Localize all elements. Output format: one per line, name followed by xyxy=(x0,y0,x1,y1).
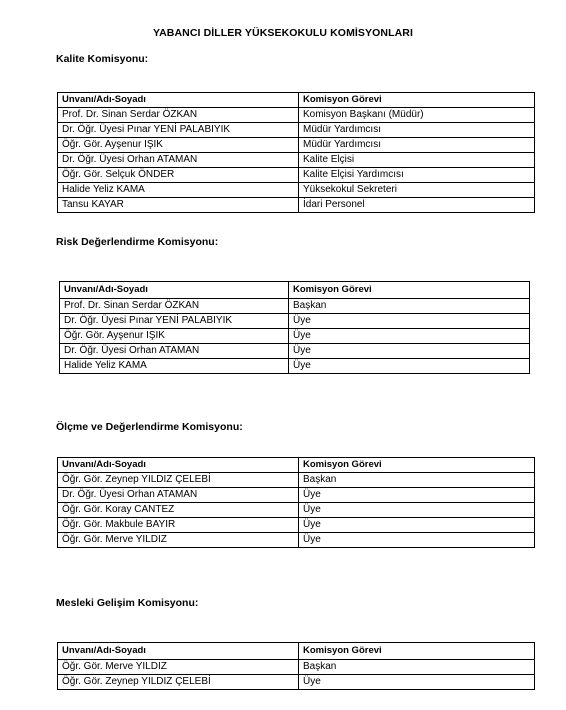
table-row xyxy=(60,344,530,359)
member-role: Başkan xyxy=(299,660,535,675)
table-row xyxy=(58,138,535,153)
member-name: Öğr. Gör. Koray CANTEZ xyxy=(58,503,299,518)
table-header-row xyxy=(60,282,530,299)
member-name: Dr. Öğr. Üyesi Orhan ATAMAN xyxy=(58,488,299,503)
member-role: Üye xyxy=(299,518,535,533)
table-row xyxy=(58,168,535,183)
table-row xyxy=(58,153,535,168)
member-name: Öğr. Gör. Merve YILDIZ xyxy=(58,533,299,548)
risk-committee-table xyxy=(59,281,530,374)
table-row xyxy=(58,518,535,533)
table-row xyxy=(60,314,530,329)
table-row xyxy=(58,473,535,488)
member-role: Üye xyxy=(299,533,535,548)
table-row xyxy=(58,108,535,123)
table-row xyxy=(58,198,535,213)
mesleki-committee-table xyxy=(57,642,535,690)
member-role: Kalite Elçisi xyxy=(299,153,535,168)
section-title-risk: Risk Değerlendirme Komisyonu: xyxy=(56,236,219,248)
member-role: Yüksekokul Sekreteri xyxy=(299,183,535,198)
member-name: Dr. Öğr. Üyesi Orhan ATAMAN xyxy=(58,153,299,168)
member-role: Komisyon Başkanı (Müdür) xyxy=(299,108,535,123)
member-role: Üye xyxy=(289,344,530,359)
table-row xyxy=(58,533,535,548)
header-role: Komisyon Görevi xyxy=(299,458,535,473)
olcme-committee-table xyxy=(57,457,535,548)
table-row xyxy=(58,675,535,690)
section-title-olcme: Ölçme ve Değerlendirme Komisyonu: xyxy=(56,421,243,433)
member-name: Prof. Dr. Sinan Serdar ÖZKAN xyxy=(58,108,299,123)
member-role: Başkan xyxy=(299,473,535,488)
table-row xyxy=(60,329,530,344)
member-name: Tansu KAYAR xyxy=(58,198,299,213)
member-role: Başkan xyxy=(289,299,530,314)
member-name: Öğr. Gör. Makbule BAYIR xyxy=(58,518,299,533)
member-role: Üye xyxy=(299,675,535,690)
table-header-row xyxy=(58,643,535,660)
table-row xyxy=(60,359,530,374)
header-name: Unvanı/Adı-Soyadı xyxy=(58,93,299,108)
header-role: Komisyon Görevi xyxy=(299,643,535,660)
member-name: Halide Yeliz KAMA xyxy=(58,183,299,198)
member-role: Üye xyxy=(289,329,530,344)
member-role: Üye xyxy=(299,488,535,503)
table-header-row xyxy=(58,93,535,108)
table-row xyxy=(58,488,535,503)
member-role: Üye xyxy=(299,503,535,518)
kalite-committee-table xyxy=(57,92,535,213)
member-role: İdari Personel xyxy=(299,198,535,213)
member-name: Öğr. Gör. Ayşenur IŞIK xyxy=(60,329,289,344)
member-name: Öğr. Gör. Merve YILDIZ xyxy=(58,660,299,675)
table-row xyxy=(58,660,535,675)
table-row xyxy=(58,123,535,138)
header-name: Unvanı/Adı-Soyadı xyxy=(58,643,299,660)
header-role: Komisyon Görevi xyxy=(289,282,530,299)
header-name: Unvanı/Adı-Soyadı xyxy=(60,282,289,299)
member-role: Üye xyxy=(289,314,530,329)
member-name: Öğr. Gör. Zeynep YILDIZ ÇELEBİ xyxy=(58,473,299,488)
member-role: Müdür Yardımcısı xyxy=(299,123,535,138)
member-name: Dr. Öğr. Üyesi Orhan ATAMAN xyxy=(60,344,289,359)
section-title-kalite: Kalite Komisyonu: xyxy=(56,53,149,65)
table-row xyxy=(58,503,535,518)
table-header-row xyxy=(58,458,535,473)
member-name: Öğr. Gör. Ayşenur IŞIK xyxy=(58,138,299,153)
section-title-mesleki: Mesleki Gelişim Komisyonu: xyxy=(56,597,199,609)
member-name: Öğr. Gör. Zeynep YILDIZ ÇELEBİ xyxy=(58,675,299,690)
table-row xyxy=(60,299,530,314)
member-name: Öğr. Gör. Selçuk ÖNDER xyxy=(58,168,299,183)
member-role: Üye xyxy=(289,359,530,374)
header-name: Unvanı/Adı-Soyadı xyxy=(58,458,299,473)
member-name: Dr. Öğr. Üyesi Pınar YENİ PALABIYIK xyxy=(60,314,289,329)
member-role: Kalite Elçisi Yardımcısı xyxy=(299,168,535,183)
member-name: Halide Yeliz KAMA xyxy=(60,359,289,374)
header-role: Komisyon Görevi xyxy=(299,93,535,108)
table-row xyxy=(58,183,535,198)
member-role: Müdür Yardımcısı xyxy=(299,138,535,153)
member-name: Prof. Dr. Sinan Serdar ÖZKAN xyxy=(60,299,289,314)
document-title: YABANCI DİLLER YÜKSEKOKULU KOMİSYONLARI xyxy=(152,27,413,39)
member-name: Dr. Öğr. Üyesi Pınar YENİ PALABIYIK xyxy=(58,123,299,138)
